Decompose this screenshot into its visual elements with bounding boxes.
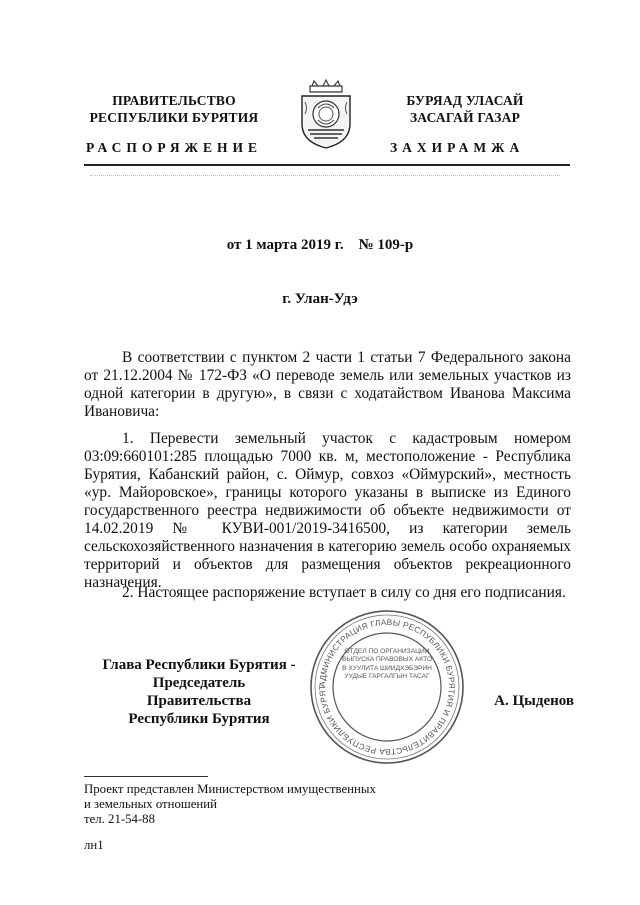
header-left-line2: РЕСПУБЛИКИ БУРЯТИЯ [89, 110, 259, 125]
doc-type-right: ЗАХИРАМЖА [390, 140, 525, 155]
official-stamp [308, 608, 466, 766]
header-right-line1: БУРЯАД УЛАСАЙ [406, 93, 524, 108]
header-left-line1: ПРАВИТЕЛЬСТВО [112, 93, 236, 108]
stamp-ring-text: АДМИНИСТРАЦИЯ ГЛАВЫ РЕСПУБЛИКИ БУРЯТИЯ И ПРАВИТЕЛЬСТВА РЕСПУБЛИКИ БУРЯТ [317, 617, 457, 757]
coat-of-arms-emblem [296, 78, 356, 150]
header-right [380, 92, 550, 126]
footer-phone: тел. 21-54-88 [84, 812, 155, 826]
intro-paragraph: В соответствии с пунктом 2 части 1 статьи 7 Федерального закона от 21.12.2004 № 172-ФЗ «О переводе земель или земельных участков из одной категории в другую», в связи с ходатайством Иванова Максима Ивановича: [84, 349, 571, 420]
header-left [84, 92, 264, 126]
header-rule [84, 164, 570, 166]
position-line1: Глава Республики Бурятия - [102, 657, 296, 673]
date-number: от 1 марта 2019 г. № 109-р [226, 237, 414, 253]
item-2-paragraph: 2. Настоящее распоряжение вступает в силу со дня его подписания. [122, 584, 566, 601]
item-1-paragraph: 1. Перевести земельный участок с кадастровым номером 03:09:660101:285 площадью 7000 кв. м, местоположение - Республика Бурятия, Кабанский район, с. Оймур, совхоз «Оймурский», местность «ур. Майоровское», границы которого указаны в выписке из Единого государственного реестра недвижимости об объекте недвижимости от 14.02.2019 № КУВИ-001/2019-3416500, из категории земель сельскохозяйственного назначения в категорию земель особо охраняемых территорий и объектов для размещения объектов рекреационного назначения. [84, 430, 571, 591]
footer-rule [84, 776, 208, 777]
city: г. Улан-Удэ [282, 291, 358, 307]
position-line2: Председатель Правительства [146, 675, 252, 709]
footer-note [84, 782, 484, 827]
header-right-line2: ЗАСАГАЙ ГАЗАР [409, 110, 521, 125]
signatory-name: А. Цыденов [494, 693, 574, 709]
footer-line2: и земельных отношений [84, 797, 217, 811]
position-line3: Республики Бурятия [128, 711, 270, 727]
signatory-position [100, 656, 298, 728]
doc-type-left: РАСПОРЯЖЕНИЕ [86, 140, 263, 155]
header-dotted-rule [90, 175, 560, 178]
footer-line1: Проект представлен Министерством имущественных [84, 782, 376, 796]
stamp-center-text: ОТДЕЛ ПО ОРГАНИЗАЦИИ ВЫПУСКА ПРАВОВЫХ АКТОВ ХУУЛИТА ШИИДХЭБЭРИНУУДЫЕ ГАРГАЛГЫН ТАСАГ [342, 648, 432, 681]
footer-code: лн1 [84, 838, 104, 852]
